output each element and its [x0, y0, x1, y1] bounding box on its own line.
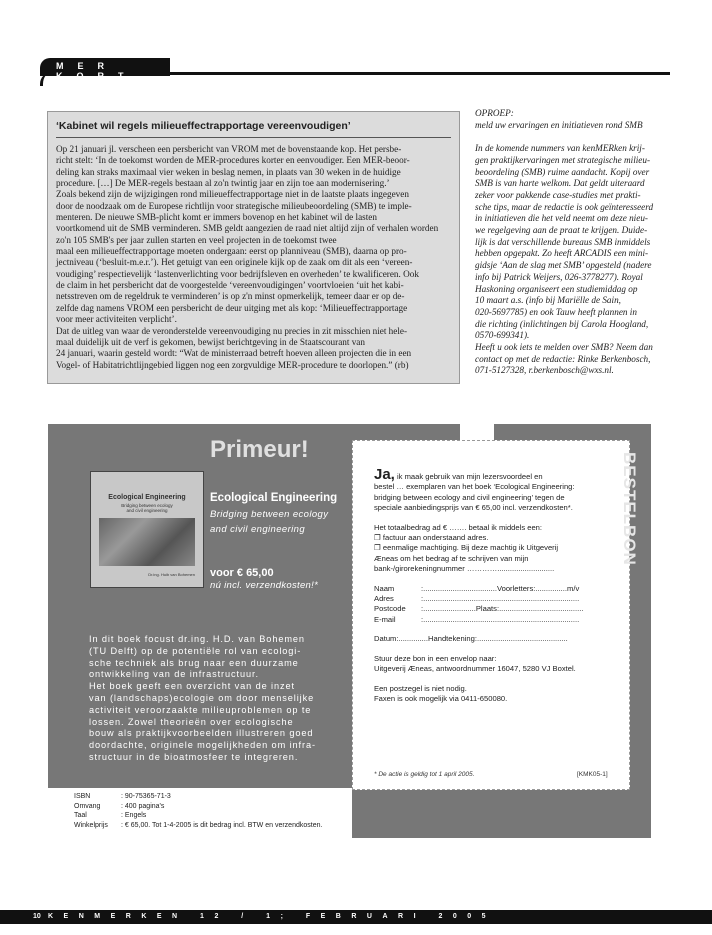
specs-table — [74, 792, 322, 830]
spec-value: : 90-75365-71-3 — [121, 793, 171, 800]
date-signature-line[interactable]: Datum:..............Handtekening:........................................... — [374, 634, 568, 644]
field-row-address[interactable] — [374, 594, 583, 604]
field-line[interactable]: :.......................................................................... — [421, 594, 580, 604]
field-line[interactable]: :...................................Voorletters:...............m/v — [421, 583, 580, 593]
spec-value: : 400 pagina's — [121, 802, 165, 810]
order-code: [KMK05-1] — [577, 771, 608, 778]
section-label: MER KORT — [56, 61, 138, 81]
field-row-email[interactable] — [374, 615, 583, 625]
page-number: 10 — [33, 913, 41, 920]
oproep-body: In de komende nummers van kenMERken krij- gen praktijkervaringen met strategische milieu- beoordeling (SMB) ruime aandacht. Kopij over SMB is van harte welkom. Dat geldt uiteraard zeker voor pakkende case-studies met prakti- sche tips, maar de redactie is ook geïnteresseerd in initiatieven die het veld neemt om deze nieu- we regelgeving aan de praat te krijgen. Duide- lijk is dat verschillende bureaus SMB inmiddels hebben opgepakt. Zo heeft ARCADIS een mini- gidsje ‘Aan de slag met SMB’ opgesteld (nadere info bij Patrick Weijers, 026-3778277). Royal Haskoning organiseert een studiemiddag op 10 maart a.s. (info bij Mariëlle de Sain, 020-5697785) en ook Tauw heeft plannen in die richting (inlichtingen bij Carola Hoogland, 0570-699341). Heeft u ook iets te melden over SMB? Neem dan contact op met de redactie: Rinke Berkenbosch, 071-5127328, r.berkenbosch@wxs.nl. — [475, 143, 654, 376]
field-label: Adres — [374, 594, 394, 604]
section-tab — [40, 58, 170, 81]
field-label: E-mail — [374, 614, 396, 624]
price-note: nú incl. verzendkosten!* — [210, 580, 319, 591]
spec-key: Taal — [74, 812, 87, 819]
field-row-postcode[interactable] — [374, 604, 583, 614]
field-line[interactable]: :.......................................................................... — [421, 614, 580, 624]
book-description: In dit boek focust dr.ing. H.D. van Bohemen (TU Delft) op de potentiële rol van ecologi- sche techniek als brug naar een duurzame ontwikkeling van de infrastructuur. Het boek geeft een overzicht van de inzet van (landschaps)ecologie om door menselijke activiteit veroorzaakte milieuproblemen op te lossen. Zowel theorieën over ecologische bouw als praktijkvoorbeelden illustreren goed doordachte, originele mogelijkheden om infra- structuur in de bioatmosfeer te integreren. — [89, 634, 316, 762]
field-label: Postcode — [374, 604, 406, 614]
ad-notch — [460, 424, 494, 440]
payment-options: Het totaalbedrag ad € ……. betaal ik middels een: ❐ factuur aan onderstaand adres. ❐ eenmalige machtiging. Bij deze machtig ik Uitgeverij Æneas om het bedrag af te schrijven van mijn bank-/girorekeningnummer …………........................... — [374, 522, 559, 574]
send-instructions: Stuur deze bon in een envelop naar: Uitgeverij Æneas, antwoordnummer 16047, 5280 VJ Boxtel. — [374, 653, 576, 674]
cover-author: Dr.ing. Huib van Bohemen — [148, 572, 195, 577]
cover-photo — [99, 518, 195, 566]
ja-label: Ja, — [374, 466, 395, 483]
spec-key: Winkelprijs — [74, 821, 108, 829]
issue-info: KENMERKEN 12 / 1; FEBRUARI 2005 — [48, 913, 497, 920]
order-intro: bestel … exemplaren van het boek ‘Ecological Engineering: bridging between ecology and civil engineering’ tegen de speciale aanbiedingsprijs van € 65,00 incl. verzendkosten*. — [374, 482, 575, 513]
spec-value: : € 65,00. Tot 1-4-2005 is dit bedrag incl. BTW en verzendkosten. — [121, 821, 323, 829]
spec-row — [74, 802, 322, 812]
oproep-heading: OPROEP: meld uw ervaringen en initiatieven rond SMB — [475, 108, 643, 130]
book-subtitle: Bridging between ecology and civil engineering — [210, 509, 329, 535]
order-form-text — [374, 466, 622, 704]
field-row-name[interactable] — [374, 584, 583, 594]
article-body: Op 21 januari jl. verscheen een persbericht van VROM met de bovenstaande kop. Het persbe- richt stelt: ‘In de toekomst worden de MER-procedures korter en eenvoudiger. Een MER-beoor- deling kan straks maximaal vier weken in beslag nemen, in plaats van 30 weken in de huidige procedure. […] De MER-regels bestaan al zo'n twintig jaar en zijn toe aan modernisering.’ Zoals bekend zijn de wijzigingen rond milieueffectrapportage niet in de laatste plaats ingegeven door de noodzaak om de Europese richtlijn voor strategische milieubeoordeling (SMB) te imple- menteren. De nieuwe SMB-plicht komt er immers bovenop en het kabinet wil de lasten voortkomend uit de SMB verminderen. SMB geldt aangezien de raad niet altijd zijn of verhalen worden zo'n 105 SMB's per jaar zullen starten en veel projecten in de toekomst twee maal een milieueffectrapportage moeten ondergaan: eerst op planniveau (SMB), daarna op pro- jectniveau (‘besluit-m.e.r.’). Het getuigt van een originele kijk op de zaak om dit als een ‘vereen- voudiging’ respectievelijk ‘lastenverlichting voor bedrijfsleven en overheden’ te kwalificeren. Ook de claim in het persbericht dat de voorgestelde ‘vereenvoudigingen’ voortvloeien ‘uit het kabi- netsstreven om de regeldruk te verminderen’ is op z'n minst opmerkelijk, temeer daar er op de- zelfde dag namens VROM een persbericht de deur uitging met als kop: ‘Milieueffectrapportage voor meer activiteiten verplicht’. Dat de uitleg van waar de veronderstelde vereenvoudiging nu precies in zit misschien niet hele- maal duidelijk uit de verf is gekomen, bewijst berichtgeving in de Staatscourant van 24 januari, waarin gesteld wordt: “Wat de ministerraad betreft hoeven alleen projecten die in een Vogel- of Habitatrichtlijngebied liggen nog een zorgvuldige MER-procedure te doorlopen.” (rb) — [56, 144, 439, 370]
spec-value: : Engels — [121, 812, 147, 819]
spec-row — [74, 792, 322, 802]
book-price: voor € 65,00 — [210, 567, 274, 579]
spec-key: Omvang — [74, 802, 101, 810]
article-title: ‘Kabinet wil regels milieueffectrapportage vereenvoudigen’ — [56, 120, 451, 138]
stamp-note: Een postzegel is niet nodig. Faxen is ook mogelijk via 0411-650080. — [374, 683, 508, 703]
field-line[interactable]: :.........................Plaats:........................................ — [421, 604, 584, 614]
offer-footnote: * De actie is geldig tot 1 april 2005. — [374, 771, 475, 778]
cover-title: Ecological Engineering — [108, 494, 186, 501]
primeur-banner: Primeur! — [210, 436, 309, 463]
book-title: Ecological Engineering — [210, 492, 338, 504]
intro-first-line: ik maak gebruik van mijn lezersvoordeel en — [394, 472, 543, 481]
article-box — [47, 111, 460, 384]
spec-row — [74, 811, 322, 821]
oproep-column — [475, 108, 671, 389]
spec-key: ISBN — [74, 793, 91, 800]
field-label: Naam — [374, 583, 395, 593]
bestelbon-label: BESTELBON — [620, 452, 639, 566]
book-cover — [90, 471, 204, 588]
spec-row — [74, 821, 322, 831]
address-fields — [374, 584, 583, 626]
cover-subtitle: Bridging between ecology and civil engineering — [121, 503, 173, 513]
